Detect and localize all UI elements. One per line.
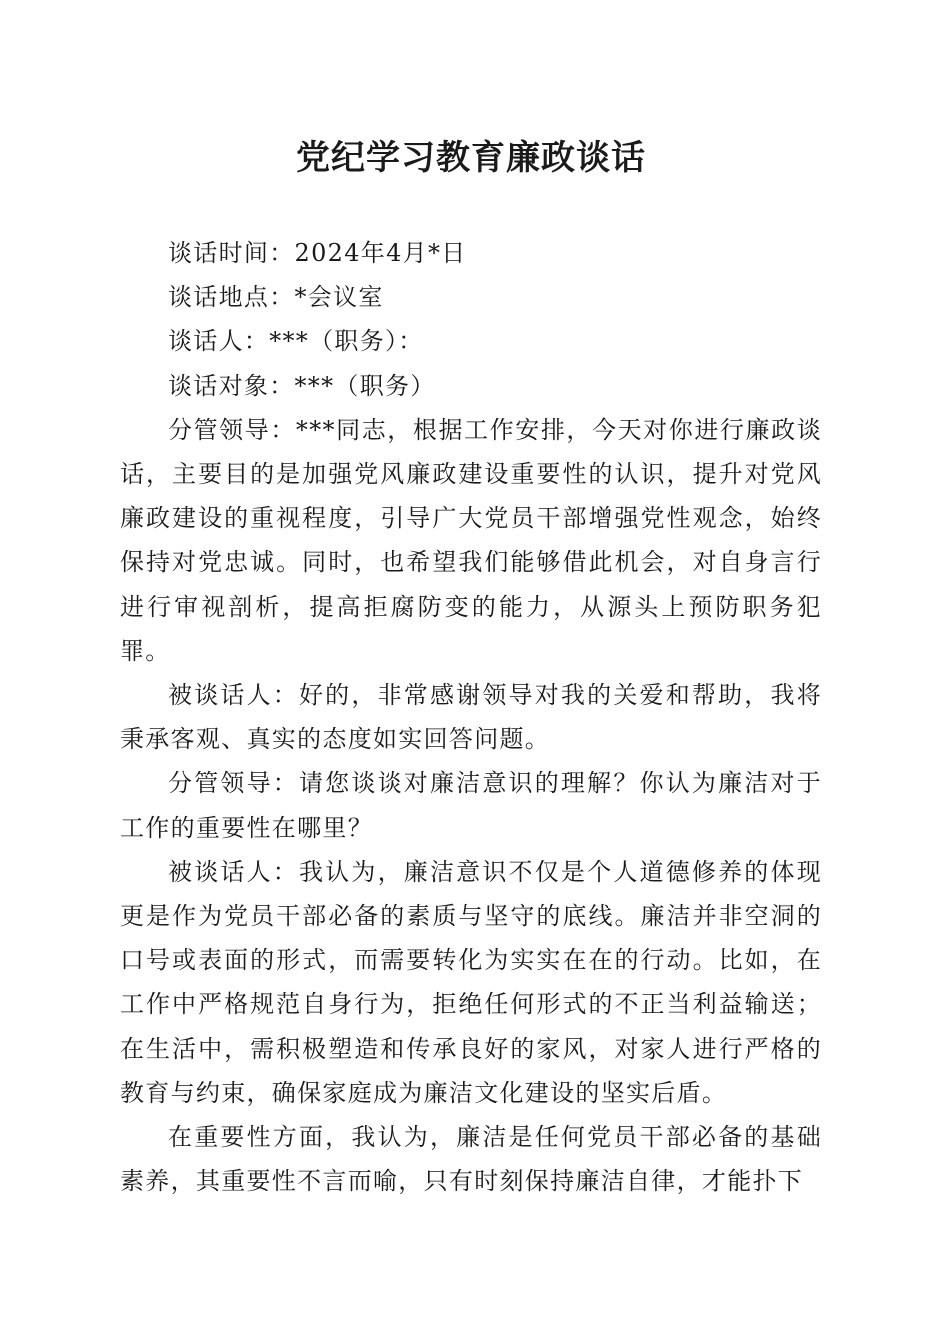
document-body <box>120 231 822 1203</box>
paragraph: 被谈话人：好的，非常感谢领导对我的关爱和帮助，我将秉承客观、真实的态度如实回答问题。 <box>120 681 822 754</box>
paragraph: 被谈话人：我认为，廉洁意识不仅是个人道德修养的体现更是作为党员干部必备的素质与坚守的底线。廉洁并非空洞的口号或表面的形式，而需要转化为实实在在的行动。比如，在工作中严格规范自身行为，拒绝任何形式的不正当利益输送；在生活中，需积极塑造和传承良好的家风，对家人进行严格的教育与约束，确保家庭成为廉洁文化建设的坚实后盾。 <box>120 857 822 1107</box>
paragraph: 分管领导：请您谈谈对廉洁意识的理解？你认为廉洁对于工作的重要性在哪里？ <box>120 769 822 842</box>
meta-speaker: 谈话人：***（职务）： <box>168 327 424 356</box>
meta-subject: 谈话对象：***（职务） <box>168 371 436 400</box>
meta-place: 谈话地点：*会议室 <box>168 283 384 312</box>
document-title: 党纪学习教育廉政谈话 <box>296 138 646 178</box>
paragraph: 分管领导：***同志，根据工作安排，今天对你进行廉政谈话，主要目的是加强党风廉政建设重要性的认识，提升对党风廉政建设的重视程度，引导广大党员干部增强党性观念，始终保持对党忠诚。同时，也希望我们能够借此机会，对自身言行进行审视剖析，提高拒腐防变的能力，从源头上预防职务犯罪。 <box>120 415 822 665</box>
paragraph: 在重要性方面，我认为，廉洁是任何党员干部必备的基础素养，其重要性不言而喻，只有时刻保持廉洁自律，才能扑下 <box>120 1123 822 1196</box>
meta-time: 谈话时间：2024年4月*日 <box>168 239 467 267</box>
